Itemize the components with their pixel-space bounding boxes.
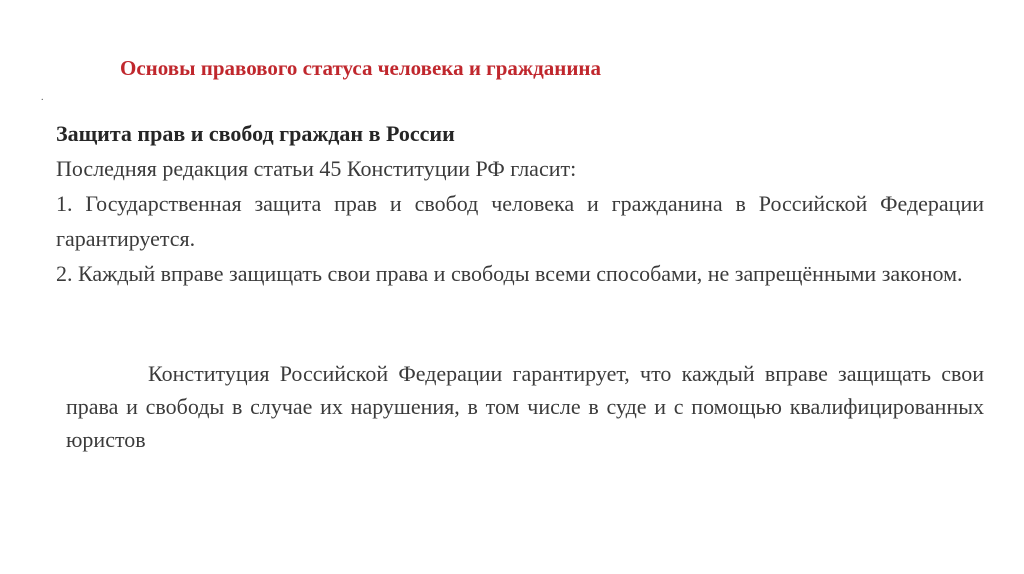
article-item-2: 2. Каждый вправе защищать свои права и свободы всеми способами, не запрещёнными законом.	[56, 261, 963, 286]
bullet-marker: .	[41, 92, 44, 103]
section-heading: Защита прав и свобод граждан в России	[56, 121, 455, 146]
slide-title: Основы правового статуса человека и гражданина	[120, 56, 602, 80]
guarantee-note: Конституция Российской Федерации гарантирует, что каждый вправе защищать свои права и свободы в случае их нарушения, в том числе в суде и с помощью квалифицированных юристов	[66, 361, 984, 452]
article-item-1: 1. Государственная защита прав и свобод человека и гражданина в Российской Федерации гарантируется.	[56, 191, 984, 251]
article-intro: Последняя редакция статьи 45 Конституции РФ гласит:	[56, 156, 577, 181]
constitution-article-block	[56, 116, 984, 291]
